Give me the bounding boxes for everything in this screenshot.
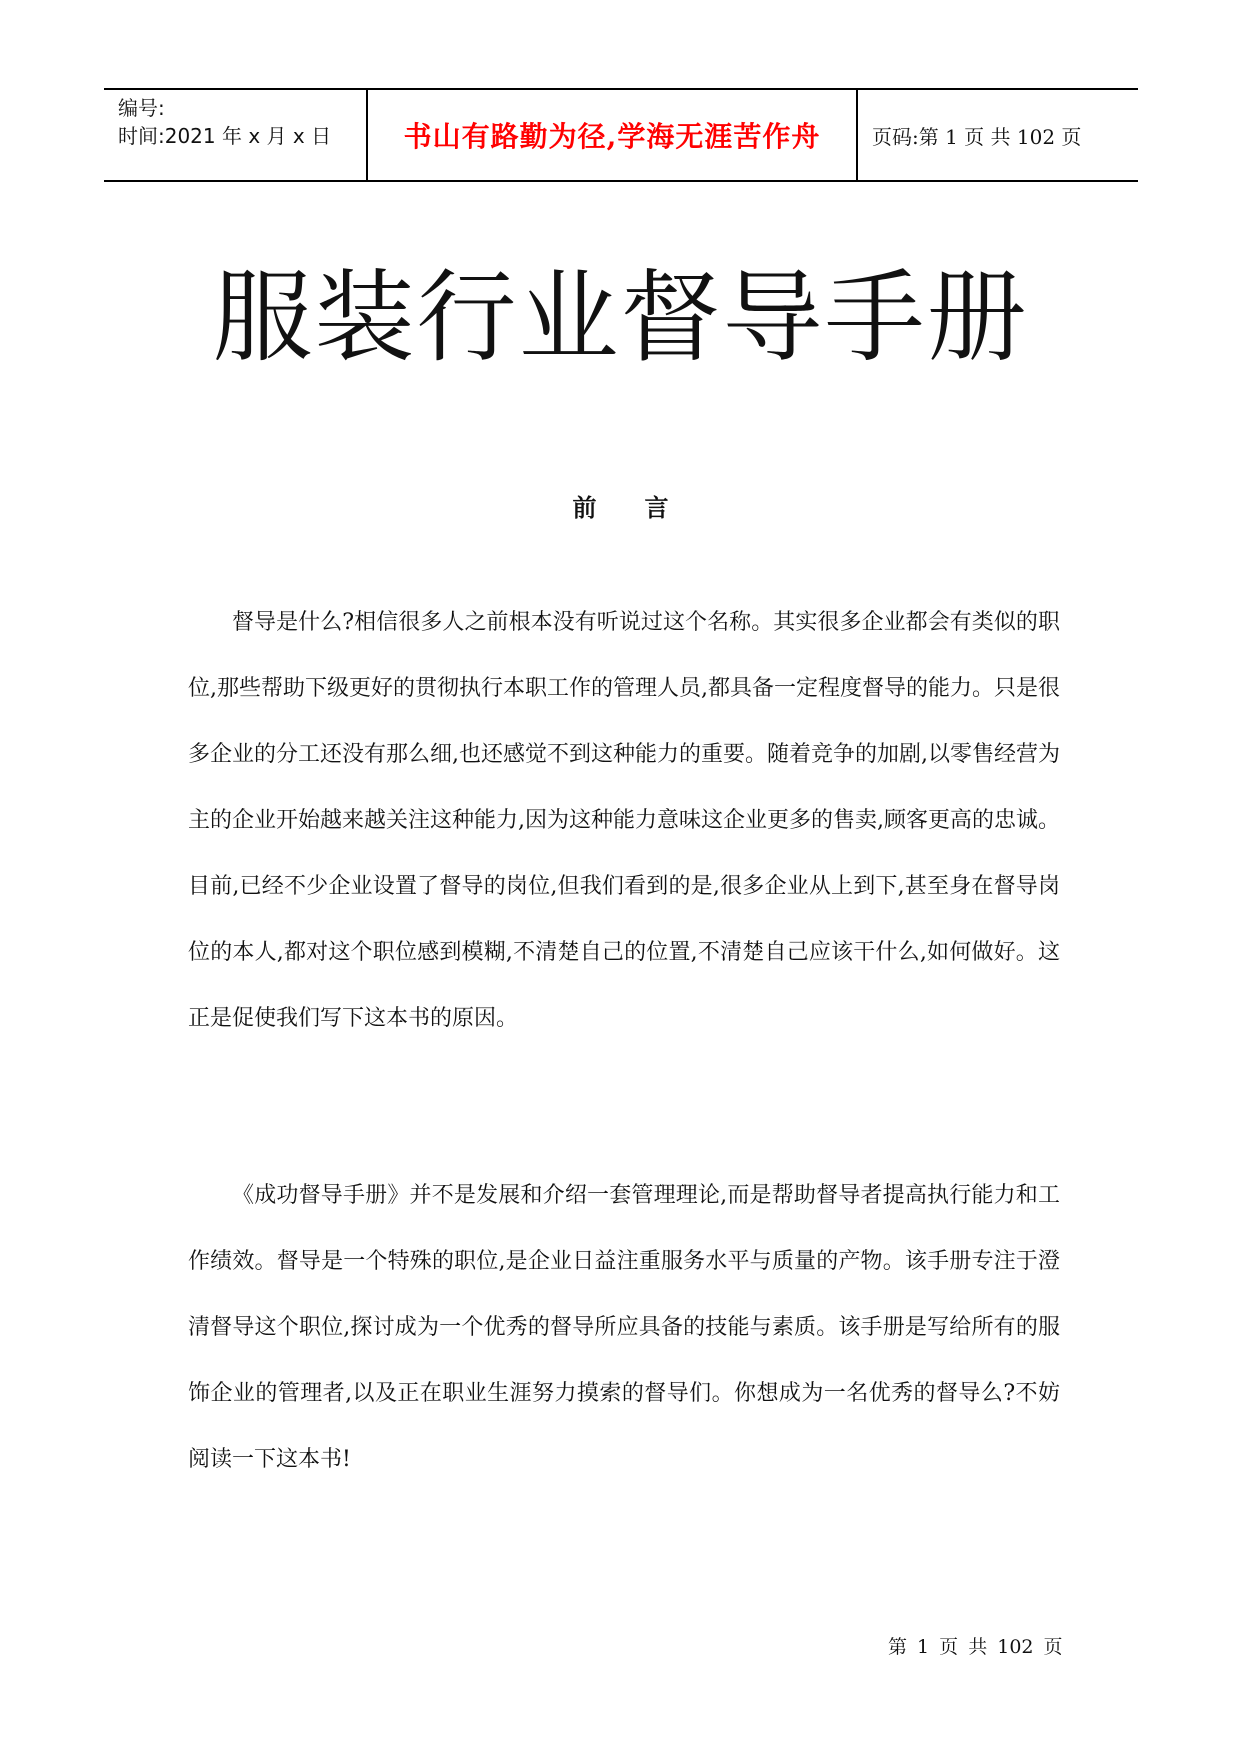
document-time-label: 时间:2021 年 x 月 x 日 [118, 124, 332, 148]
header-page-code: 页码:第 1 页 共 102 页 [872, 124, 1082, 149]
section-heading-preface: 前言 [572, 493, 717, 522]
page-header [104, 88, 1138, 182]
body-paragraph-2: 《成功督导手册》并不是发展和介绍一套管理理论,而是帮助督导者提高执行能力和工作绩效。督导是一个特殊的职位,是企业日益注重服务水平与质量的产物。该手册专注于澄清督导这个职位,探讨成为一个优秀的督导所应具备的技能与素质。该手册是写给所有的服饰企业的管理者,以及正在职业生涯努力摸索的督导们。你想成为一名优秀的督导么?不妨阅读一下这本书! [188, 1183, 1060, 1472]
page-footer: 第 1 页 共 102 页 [888, 1636, 1063, 1658]
header-motto: 书山有路勤为径,学海无涯苦作舟 [368, 90, 858, 180]
document-title: 服装行业督导手册 [212, 259, 1029, 376]
body-paragraph-1: 督导是什么?相信很多人之前根本没有听说过这个名称。其实很多企业都会有类似的职位,那些帮助下级更好的贯彻执行本职工作的管理人员,都具备一定程度督导的能力。只是很多企业的分工还没有那么细,也还感觉不到这种能力的重要。随着竞争的加剧,以零售经营为主的企业开始越来越关注这种能力,因为这种能力意味这企业更多的售卖,顾客更高的忠诚。目前,已经不少企业设置了督导的岗位,但我们看到的是,很多企业从上到下,甚至身在督导岗位的本人,都对这个职位感到模糊,不清楚自己的位置,不清楚自己应该干什么,如何做好。这正是促使我们写下这本书的原因。 [188, 610, 1060, 1031]
document-number-label: 编号: [118, 96, 165, 120]
header-meta [104, 90, 368, 180]
